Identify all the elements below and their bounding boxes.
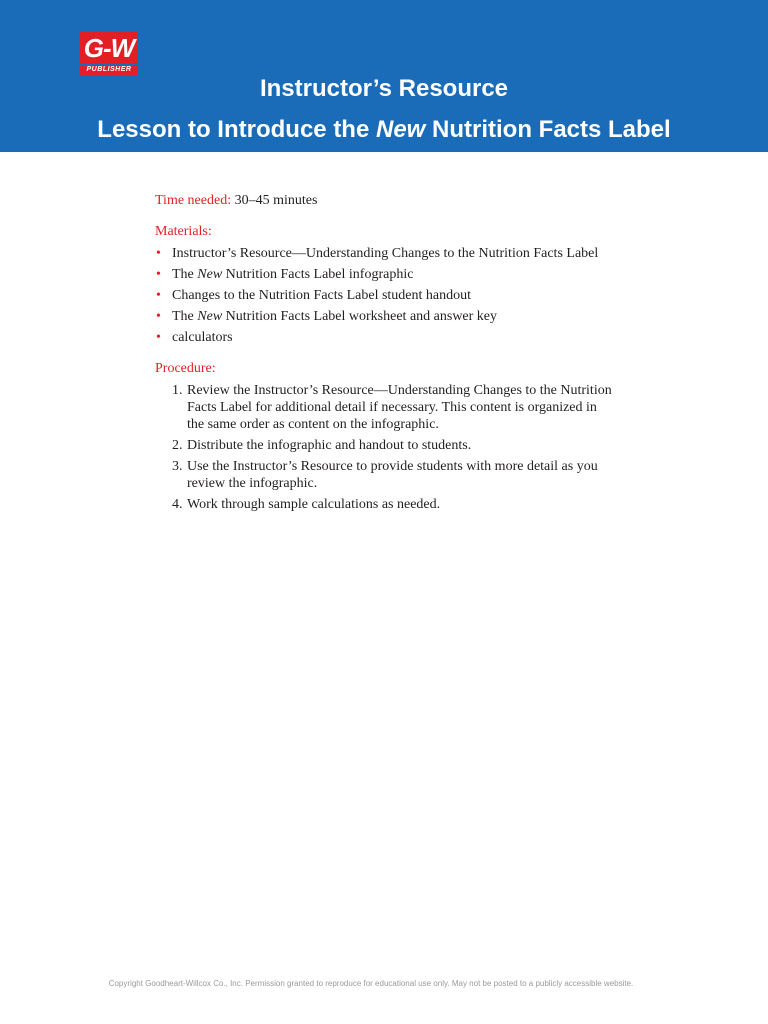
time-needed-label: Time needed: (155, 193, 232, 208)
step-text: Work through sample calculations as needed. (187, 497, 441, 512)
bullet-icon: • (156, 309, 161, 324)
bullet-icon: • (156, 267, 161, 282)
lesson-content (155, 190, 615, 517)
step-text: Review the Instructor’s Resource—Understanding Changes to the Nutrition Facts Label for additional detail if necessary. This content is organized in the same order as content on the infographic. (187, 383, 612, 432)
item-text: Changes to the Nutrition Facts Label student handout (172, 288, 472, 303)
item-emphasis: New (197, 309, 223, 324)
item-text: The (172, 267, 198, 282)
list-item (155, 287, 615, 304)
logo-mark: G-W (80, 32, 138, 64)
procedure-step (155, 437, 615, 454)
step-text: Use the Instructor’s Resource to provide students with more detail as you review the infographic. (187, 459, 598, 491)
item-emphasis: New (197, 267, 223, 282)
step-number: 3. (172, 459, 183, 474)
item-text: Nutrition Facts Label infographic (222, 267, 414, 282)
time-needed-value: 30–45 minutes (231, 193, 318, 208)
subtitle-emphasis: New (375, 116, 426, 143)
list-item (155, 245, 615, 262)
procedure-list (155, 382, 615, 513)
bullet-icon: • (156, 288, 161, 303)
item-text: Nutrition Facts Label worksheet and answer key (222, 309, 498, 324)
step-number: 1. (172, 383, 183, 398)
procedure-step (155, 382, 615, 433)
time-needed (155, 190, 615, 209)
materials-heading: Materials: (155, 224, 212, 239)
item-text: calculators (172, 330, 233, 345)
step-number: 2. (172, 438, 183, 453)
bullet-icon: • (156, 330, 161, 345)
list-item (155, 266, 615, 283)
page-title: Instructor’s Resource (259, 75, 509, 102)
bullet-icon: • (156, 246, 161, 261)
procedure-step (155, 496, 615, 513)
header-banner (0, 0, 768, 152)
materials-list (155, 245, 615, 346)
subtitle-part-1: Lesson to Introduce the (97, 116, 376, 143)
procedure-heading: Procedure: (155, 361, 216, 376)
page-subtitle (0, 115, 768, 145)
step-text: Distribute the infographic and handout to students. (187, 438, 472, 453)
logo-subtitle: PUBLISHER (80, 65, 138, 75)
procedure-step (155, 458, 615, 492)
subtitle-part-2: Nutrition Facts Label (425, 116, 671, 143)
step-number: 4. (172, 497, 183, 512)
item-text: The (172, 309, 198, 324)
list-item (155, 329, 615, 346)
list-item (155, 308, 615, 325)
copyright-footer: Copyright Goodheart-Willcox Co., Inc. Permission granted to reproduce for educational use only. May not be posted to a publicly accessible website. (108, 979, 634, 988)
item-text: Instructor’s Resource—Understanding Changes to the Nutrition Facts Label (172, 246, 599, 261)
publisher-logo (80, 32, 138, 74)
